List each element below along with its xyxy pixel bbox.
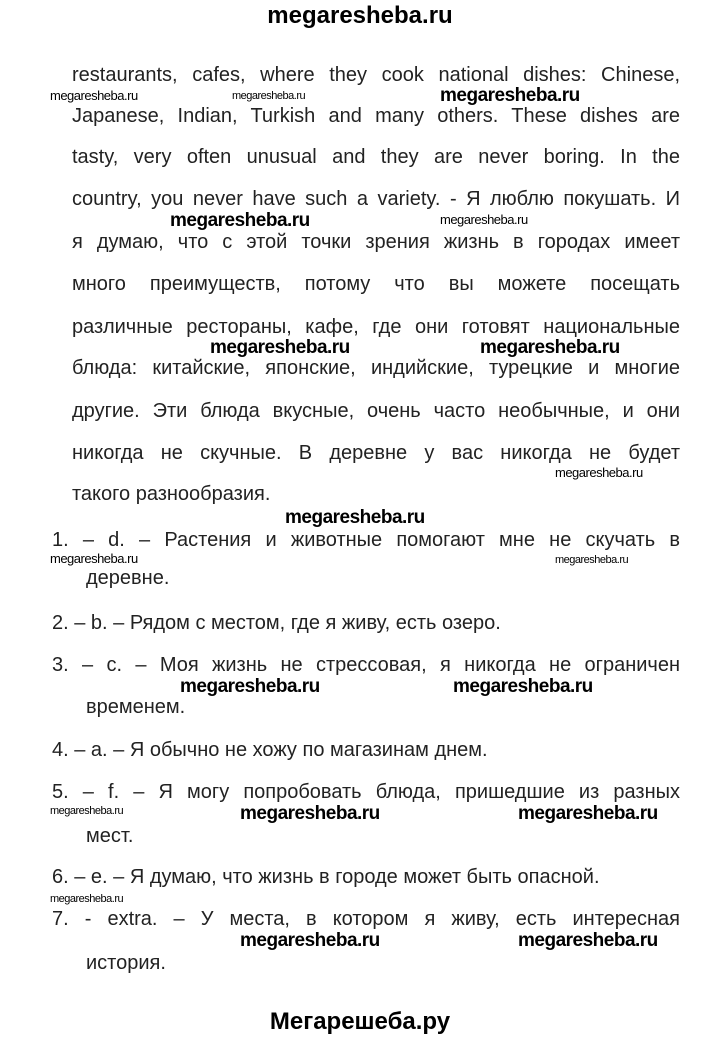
paragraph-line: много преимуществ, потому что вы можете посещать [72,273,680,295]
answer-item: 6. – e. – Я думаю, что жизнь в городе может быть опасной. [52,866,600,888]
footer-watermark: Мегарешеба.ру [269,1008,451,1035]
watermark: megaresheba.ru [555,554,629,566]
watermark: megaresheba.ru [50,805,124,817]
watermark: megaresheba.ru [440,212,528,227]
paragraph-line: другие. Эти блюда вкусные, очень часто необычные, и они [72,400,680,422]
answer-item: 1. – d. – Растения и животные помогают мне не скучать в [52,529,680,551]
paragraph-line: никогда не скучные. В деревне у вас никогда не будет [72,442,680,464]
answer-item-continuation: мест. [86,825,134,847]
paragraph-line: блюда: китайские, японские, индийские, турецкие и многие [72,357,680,379]
paragraph-line: restaurants, cafes, where they cook national dishes: Chinese, [72,64,680,86]
watermark: megaresheba.ru [240,803,380,824]
watermark: megaresheba.ru [555,465,643,480]
answer-item: 7. - extra. – У места, в котором я живу, есть интересная [52,908,680,930]
paragraph-line: различные рестораны, кафе, где они готовят национальные [72,316,680,338]
watermark: megaresheba.ru [50,88,138,103]
header-watermark: megaresheba.ru [267,2,453,29]
answer-item: 4. – a. – Я обычно не хожу по магазинам днем. [52,739,488,761]
answer-item-continuation: временем. [86,696,186,718]
watermark: megaresheba.ru [518,930,658,951]
answer-item-continuation: деревне. [86,567,170,589]
watermark: megaresheba.ru [170,210,310,231]
answer-item-continuation: история. [86,952,166,974]
watermark: megaresheba.ru [232,90,306,102]
watermark: megaresheba.ru [285,507,425,528]
watermark: megaresheba.ru [440,85,580,106]
watermark: megaresheba.ru [50,551,138,566]
watermark: megaresheba.ru [480,337,620,358]
paragraph-line: Japanese, Indian, Turkish and many others. These dishes are [72,105,680,127]
watermark: megaresheba.ru [180,676,320,697]
watermark: megaresheba.ru [50,893,124,905]
watermark: megaresheba.ru [453,676,593,697]
watermark: megaresheba.ru [240,930,380,951]
paragraph-line: country, you never have such a variety. - Я люблю покушать. И [72,188,680,210]
answer-item: 2. – b. – Рядом с местом, где я живу, есть озеро. [52,612,501,634]
paragraph-line: я думаю, что с этой точки зрения жизнь в городах имеет [72,231,680,253]
paragraph-line: tasty, very often unusual and they are never boring. In the [72,146,680,168]
paragraph-line: такого разнообразия. [72,483,271,505]
answer-item: 5. – f. – Я могу попробовать блюда, пришедшие из разных [52,781,680,803]
watermark: megaresheba.ru [518,803,658,824]
answer-item: 3. – c. – Моя жизнь не стрессовая, я никогда не ограничен [52,654,680,676]
watermark: megaresheba.ru [210,337,350,358]
